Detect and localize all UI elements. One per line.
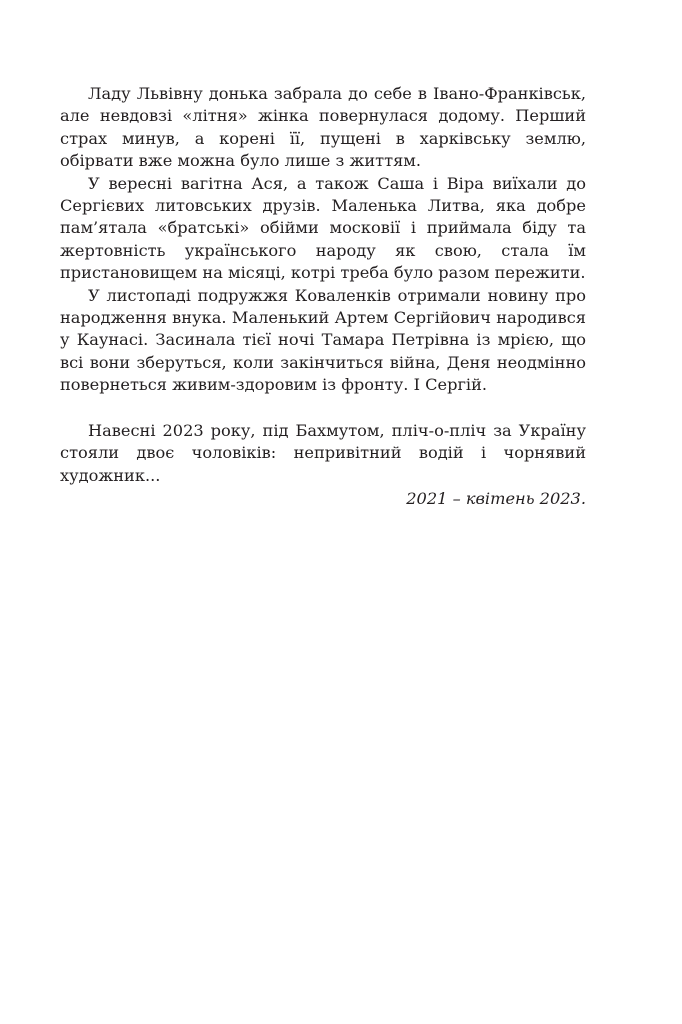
paragraph: Ладу Львівну донька забрала до себе в Івано-Франківськ, але невдовзі «літня» жінка повернулася додому. Перший страх минув, а корені її, пущені в харківську землю, обірвати вже можна було лише з життям. — [60, 84, 586, 171]
paragraph: У вересні вагітна Ася, а також Саша і Віра виїхали до Сергієвих литовських друзів. Маленька Литва, яка добре пам’ятала «братські» обійми московії і приймала біду та жертовність українського народу як свою, стала їм пристановищем на місяці, котрі треба було разом пережити. — [60, 173, 586, 283]
date-line: 2021 – квітень 2023. — [406, 488, 586, 508]
page-body — [60, 83, 586, 510]
paragraph: У листопаді подружжя Коваленків отримали новину про народження внука. Маленький Артем Сергійович народився у Каунасі. Засинала тієї ночі Тамара Петрівна із мрією, що всі вони зберуться, коли закінчиться війна, Деня неодмінно повернеться живим-здоровим із фронту. І Сергій. — [60, 285, 586, 395]
section-gap — [60, 397, 586, 420]
paragraph: Навесні 2023 року, під Бахмутом, пліч-о-пліч за Україну стояли двоє чоловіків: непривітний водій і чорнявий художник... — [60, 420, 586, 485]
